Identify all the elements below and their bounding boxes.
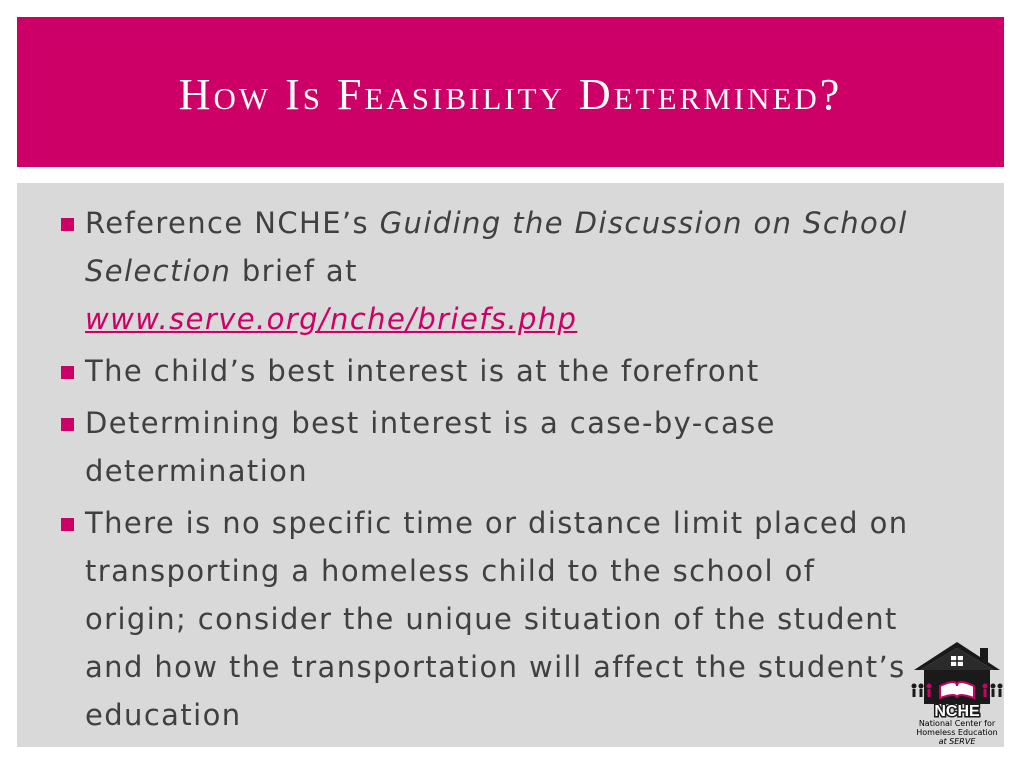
slide-title: How Is Feasibility Determined? bbox=[178, 69, 843, 119]
brief-title: Guiding the Discussion on School Selection bbox=[85, 206, 908, 288]
bullet-item-no-limit bbox=[61, 499, 981, 739]
bullet-text: There is no specific time or distance limit placed on transporting a homeless child to the school of origin; consider the unique situation of the student and how the transportation will affect the student’s education bbox=[85, 506, 909, 732]
title-banner bbox=[17, 17, 1004, 167]
house-logo-icon bbox=[910, 640, 1004, 720]
bullet-list bbox=[61, 199, 981, 743]
bullet-item-reference bbox=[61, 199, 981, 343]
bullet-text-prefix: Reference NCHE’s bbox=[85, 206, 380, 240]
bullet-item-best-interest bbox=[61, 347, 981, 395]
nche-logo bbox=[910, 640, 1004, 752]
logo-line-1: National Center for bbox=[918, 719, 996, 728]
bullet-text: Determining best interest is a case-by-case determination bbox=[85, 406, 776, 488]
logo-line-2: Homeless Education bbox=[916, 728, 998, 737]
logo-line-3: at SERVE bbox=[938, 737, 976, 746]
square-bullet-icon bbox=[61, 218, 74, 231]
bullet-text-middle: brief at bbox=[231, 254, 358, 288]
content-panel bbox=[17, 183, 1004, 747]
square-bullet-icon bbox=[61, 518, 74, 531]
bullet-text: The child’s best interest is at the forefront bbox=[85, 354, 760, 388]
square-bullet-icon bbox=[61, 418, 74, 431]
logo-caption bbox=[910, 719, 1004, 746]
bullet-item-case-by-case bbox=[61, 399, 981, 495]
logo-acronym: NCHE bbox=[934, 703, 980, 720]
briefs-link[interactable]: www.serve.org/nche/briefs.php bbox=[85, 302, 578, 336]
square-bullet-icon bbox=[61, 366, 74, 379]
